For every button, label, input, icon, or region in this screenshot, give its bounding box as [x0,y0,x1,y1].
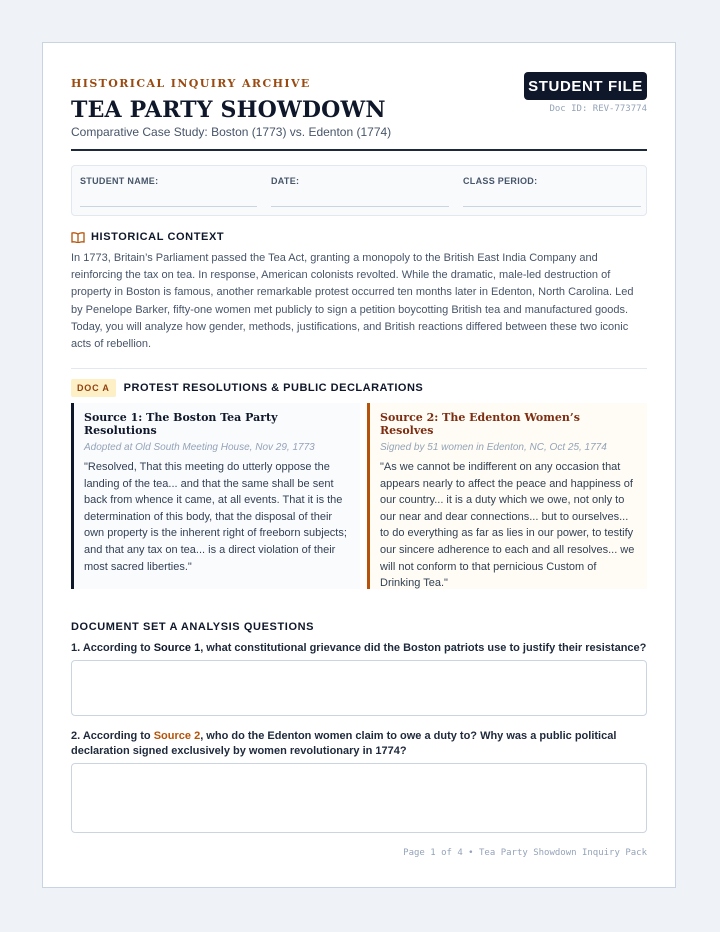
context-heading [71,231,224,243]
questions-heading: DOCUMENT SET A ANALYSIS QUESTIONS [71,621,315,633]
date-label: DATE: [271,176,300,186]
class-period-line[interactable] [463,206,641,207]
source-2-card [367,403,647,589]
source-2-title: Source 2: The Edenton Women’s Resolves [380,411,580,437]
source-2-meta: Signed by 51 women in Edenton, NC, Oct 25, 1774 [380,442,607,453]
source-2-quote: "As we cannot be indifferent on any occasion that appears nearly to affect the peace and happiness of our country... it is a duty which we owe, not only to our near and dear connections... but to ourselves... to do everything as far as lies in our power, to testify our sincere adherence to each and all resolves... we will not conform to that pernicious Custom of Drinking Tea." [380,461,635,590]
date-field[interactable] [271,166,449,215]
page-content [71,43,647,887]
student-name-line[interactable] [80,206,257,207]
doc-a-title: PROTEST RESOLUTIONS & PUBLIC DECLARATIONS [123,382,424,394]
question-2-source-ref: Source 2 [153,730,201,742]
source-1-card [71,403,360,589]
question-1 [71,641,647,656]
student-name-field[interactable] [80,166,257,215]
source-1-meta: Adopted at Old South Meeting House, Nov 29, 1773 [84,442,315,453]
question-1-post: , what constitutional grievance did the Boston patriots use to justify their resistance? [200,642,647,654]
page-footer: Page 1 of 4 • Tea Party Showdown Inquiry Pack [403,848,647,858]
class-period-field[interactable] [463,166,641,215]
context-heading-label: HISTORICAL CONTEXT [91,231,225,243]
student-info-box [71,165,647,216]
student-name-label: STUDENT NAME: [80,176,159,186]
student-file-badge: STUDENT FILE [524,72,647,100]
question-2 [71,729,647,758]
archive-kicker: HISTORICAL INQUIRY ARCHIVE [71,77,311,90]
class-period-label: CLASS PERIOD: [463,176,538,186]
page-subtitle: Comparative Case Study: Boston (1773) vs. Edenton (1774) [71,125,392,139]
source-1-quote: "Resolved, That this meeting do utterly oppose the landing of the tea... and that the same shall be sent back from whence it came, at all events. That it is the determination of this body, that the disposal of their own property is the inherent right of freeborn subjects; and that any tax on tea... is a direct violation of their most sacred liberties." [84,461,347,573]
date-line[interactable] [271,206,449,207]
question-1-pre: 1. According to [71,642,154,654]
answer-1-box[interactable] [71,660,647,716]
question-2-pre: 2. According to [71,730,154,742]
doc-id: Doc ID: REV-773774 [549,104,647,114]
doc-a-heading [71,379,423,397]
worksheet-page [42,42,676,888]
book-icon [71,232,85,243]
header-divider [71,149,647,151]
source-1-title: Source 1: The Boston Tea Party Resolutions [84,411,278,437]
page-title: TEA PARTY SHOWDOWN [71,97,386,123]
answer-2-box[interactable] [71,763,647,833]
question-1-source-ref: Source 1 [153,642,201,654]
doc-a-tag: DOC A [71,379,116,397]
context-paragraph: In 1773, Britain’s Parliament passed the Tea Act, granting a monopoly to the British East India Company and reinforcing the tax on tea. In response, American colonists revolted. While the dramatic, male-led destruction of property in Boston is famous, another remarkable protest occurred ten months later in Edenton, North Carolina. Led by Penelope Barker, fifty-one women met publicly to sign a petition boycotting British tea and manufactured goods. Today, you will analyze how gender, methods, justifications, and British reactions differed between these two iconic acts of rebellion. [71,252,634,351]
question-2-post: , who do the Edenton women claim to owe a duty to? Why was a public political declaration signed exclusively by women revolutionary in 1774? [71,730,617,757]
section-divider [71,368,647,369]
